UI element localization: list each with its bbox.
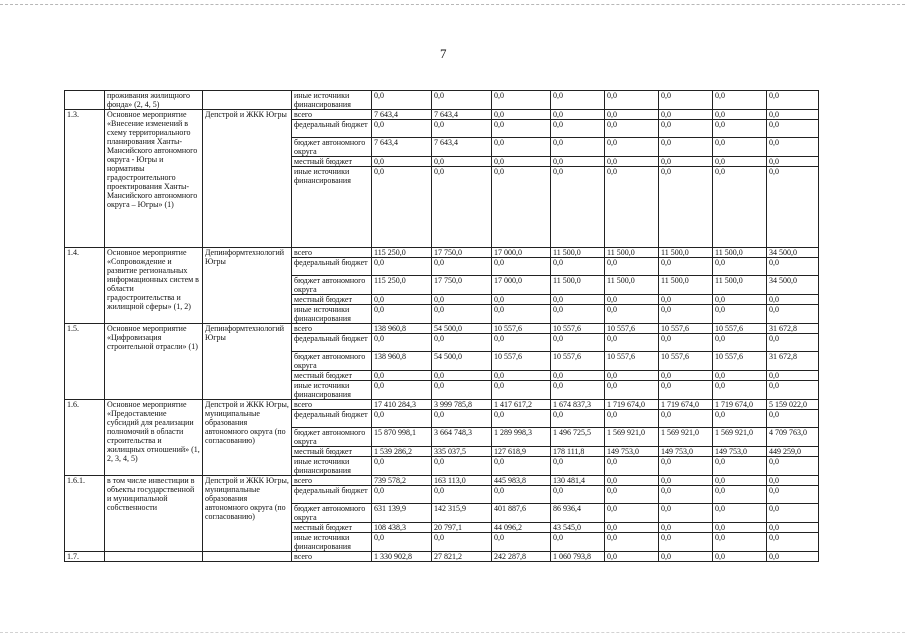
table-cell: 0,0 bbox=[713, 533, 767, 552]
table-cell: 0,0 bbox=[767, 410, 819, 428]
table-cell: 0,0 bbox=[492, 110, 551, 120]
table-cell: 0,0 bbox=[551, 258, 605, 276]
table-cell: 0,0 bbox=[659, 533, 713, 552]
table-cell: 1 417 617,2 bbox=[492, 400, 551, 410]
table-cell: 0,0 bbox=[551, 371, 605, 381]
table-cell: 54 500,0 bbox=[432, 324, 492, 334]
table-cell: 86 936,4 bbox=[551, 504, 605, 523]
table-cell: 0,0 bbox=[659, 381, 713, 400]
table-cell: 0,0 bbox=[492, 295, 551, 305]
table-row bbox=[65, 248, 819, 258]
table-cell: 17 410 284,3 bbox=[372, 400, 432, 410]
table-cell: бюджет автономного округа bbox=[292, 504, 372, 523]
table-cell: 0,0 bbox=[432, 486, 492, 504]
table-cell: иные источники финансирования bbox=[292, 533, 372, 552]
table-cell: 0,0 bbox=[551, 138, 605, 157]
table-cell: 17 750,0 bbox=[432, 276, 492, 295]
table-cell: 0,0 bbox=[659, 371, 713, 381]
table-cell: федеральный бюджет bbox=[292, 258, 372, 276]
table-cell: 0,0 bbox=[551, 167, 605, 248]
table-row bbox=[65, 476, 819, 486]
table-cell: 17 750,0 bbox=[432, 248, 492, 258]
table-cell: 0,0 bbox=[605, 410, 659, 428]
table-cell: 0,0 bbox=[767, 138, 819, 157]
table-cell: 0,0 bbox=[713, 167, 767, 248]
table-cell: 0,0 bbox=[372, 371, 432, 381]
table-cell: 0,0 bbox=[492, 305, 551, 324]
table-cell: 0,0 bbox=[372, 120, 432, 138]
table-cell: 0,0 bbox=[713, 157, 767, 167]
table-row bbox=[65, 400, 819, 410]
table-cell: 0,0 bbox=[605, 504, 659, 523]
table-cell: 0,0 bbox=[605, 457, 659, 476]
table-cell: 0,0 bbox=[605, 486, 659, 504]
table-cell: 1 569 921,0 bbox=[605, 428, 659, 447]
table-cell: Депстрой и ЖКК Югры, муниципальные образования автономного округа (по согласованию) bbox=[203, 476, 292, 552]
table-cell: местный бюджет bbox=[292, 371, 372, 381]
table-cell: иные источники финансирования bbox=[292, 381, 372, 400]
table-cell: 0,0 bbox=[605, 476, 659, 486]
table-cell: 0,0 bbox=[551, 305, 605, 324]
table-cell: 449 259,0 bbox=[767, 447, 819, 457]
table-cell: бюджет автономного округа bbox=[292, 428, 372, 447]
table-cell: 0,0 bbox=[492, 334, 551, 352]
table-cell: 34 500,0 bbox=[767, 248, 819, 258]
table-cell: 7 643,4 bbox=[432, 138, 492, 157]
table-cell: иные источники финансирования bbox=[292, 305, 372, 324]
table-cell: 0,0 bbox=[551, 110, 605, 120]
table-cell: 0,0 bbox=[767, 120, 819, 138]
table-cell: 0,0 bbox=[372, 258, 432, 276]
table-cell: 10 557,6 bbox=[492, 352, 551, 371]
table-cell: 1 289 998,3 bbox=[492, 428, 551, 447]
table-cell: 0,0 bbox=[432, 334, 492, 352]
table-cell: 0,0 bbox=[659, 157, 713, 167]
table-cell: местный бюджет bbox=[292, 523, 372, 533]
table-cell: 11 500,0 bbox=[713, 248, 767, 258]
table-cell: 11 500,0 bbox=[713, 276, 767, 295]
table-cell: 0,0 bbox=[432, 533, 492, 552]
table-cell: 11 500,0 bbox=[659, 248, 713, 258]
table-cell: 0,0 bbox=[605, 305, 659, 324]
table-cell: 0,0 bbox=[432, 258, 492, 276]
table-cell: иные источники финансирования bbox=[292, 91, 372, 110]
table-cell: 10 557,6 bbox=[713, 352, 767, 371]
table-cell: 0,0 bbox=[551, 486, 605, 504]
table-cell: 0,0 bbox=[372, 457, 432, 476]
table-cell: 0,0 bbox=[659, 457, 713, 476]
table-cell: всего bbox=[292, 552, 372, 562]
table-cell: 54 500,0 bbox=[432, 352, 492, 371]
table-cell: 0,0 bbox=[767, 523, 819, 533]
table-cell: 0,0 bbox=[659, 334, 713, 352]
table-cell: местный бюджет bbox=[292, 447, 372, 457]
table-cell: 11 500,0 bbox=[551, 276, 605, 295]
table-cell: 0,0 bbox=[551, 381, 605, 400]
table-cell: 1.3. bbox=[65, 110, 105, 248]
table-cell: 1 719 674,0 bbox=[605, 400, 659, 410]
table-cell: 0,0 bbox=[713, 486, 767, 504]
table-cell: 1.7. bbox=[65, 552, 105, 562]
table-cell: 1 330 902,8 bbox=[372, 552, 432, 562]
table-cell: 138 960,8 bbox=[372, 352, 432, 371]
table-cell: 0,0 bbox=[659, 410, 713, 428]
table-cell: 0,0 bbox=[551, 457, 605, 476]
table-cell: 0,0 bbox=[713, 334, 767, 352]
table-cell: 11 500,0 bbox=[605, 276, 659, 295]
table-cell: 1 539 286,2 bbox=[372, 447, 432, 457]
table-cell: 1.6.1. bbox=[65, 476, 105, 552]
table-cell: 115 250,0 bbox=[372, 276, 432, 295]
table-cell: 0,0 bbox=[713, 552, 767, 562]
table-cell: всего bbox=[292, 476, 372, 486]
table-cell: в том числе инвестиции в объекты государственной и муниципальной собственности bbox=[105, 476, 203, 552]
table-cell: 10 557,6 bbox=[551, 324, 605, 334]
table-cell: бюджет автономного округа bbox=[292, 352, 372, 371]
table-cell: 0,0 bbox=[767, 258, 819, 276]
table-cell: 0,0 bbox=[432, 295, 492, 305]
table-cell: 27 821,2 bbox=[432, 552, 492, 562]
table-cell: 0,0 bbox=[492, 258, 551, 276]
table-cell: 401 887,6 bbox=[492, 504, 551, 523]
table-cell: Депстрой и ЖКК Югры bbox=[203, 110, 292, 248]
table-cell: Депинформтехнологий Югры bbox=[203, 324, 292, 400]
table-cell: федеральный бюджет bbox=[292, 334, 372, 352]
table-cell: 0,0 bbox=[605, 138, 659, 157]
table-cell: 0,0 bbox=[605, 120, 659, 138]
table-cell: 130 481,4 bbox=[551, 476, 605, 486]
table-cell: 0,0 bbox=[605, 258, 659, 276]
table-cell: 108 438,3 bbox=[372, 523, 432, 533]
table-cell: 7 643,4 bbox=[432, 110, 492, 120]
table-cell: всего bbox=[292, 110, 372, 120]
table-cell: 5 159 022,0 bbox=[767, 400, 819, 410]
table-cell: Основное мероприятие «Сопровождение и развитие региональных информационных систем в области градостроительства и жилищной сферы» (1, 2) bbox=[105, 248, 203, 324]
table-cell: 0,0 bbox=[372, 533, 432, 552]
table-cell: 0,0 bbox=[713, 91, 767, 110]
table-cell: 0,0 bbox=[713, 381, 767, 400]
table-cell: 0,0 bbox=[551, 533, 605, 552]
table-cell: федеральный бюджет bbox=[292, 410, 372, 428]
table-cell: 34 500,0 bbox=[767, 276, 819, 295]
table-cell: 10 557,6 bbox=[713, 324, 767, 334]
table-cell: 44 096,2 bbox=[492, 523, 551, 533]
table-cell: 0,0 bbox=[659, 552, 713, 562]
table-cell: 0,0 bbox=[767, 157, 819, 167]
table-cell: 0,0 bbox=[605, 552, 659, 562]
table-cell: 0,0 bbox=[767, 504, 819, 523]
table-cell: 0,0 bbox=[372, 305, 432, 324]
table-cell: 0,0 bbox=[372, 381, 432, 400]
table-cell: 631 139,9 bbox=[372, 504, 432, 523]
table-cell: 0,0 bbox=[432, 371, 492, 381]
table-cell: 0,0 bbox=[659, 258, 713, 276]
table-cell: 1 674 837,3 bbox=[551, 400, 605, 410]
table-cell: 7 643,4 bbox=[372, 110, 432, 120]
table-cell: 0,0 bbox=[605, 334, 659, 352]
table-cell: 0,0 bbox=[713, 295, 767, 305]
table-cell: 242 287,8 bbox=[492, 552, 551, 562]
table-cell: 0,0 bbox=[372, 167, 432, 248]
table-cell: 178 111,8 bbox=[551, 447, 605, 457]
table-cell: 0,0 bbox=[372, 410, 432, 428]
table-cell: 0,0 bbox=[372, 295, 432, 305]
table-cell: 0,0 bbox=[713, 410, 767, 428]
table-cell: 4 709 763,0 bbox=[767, 428, 819, 447]
table-cell: 7 643,4 bbox=[372, 138, 432, 157]
table-cell bbox=[105, 552, 203, 562]
table-cell: 15 870 998,1 bbox=[372, 428, 432, 447]
table-cell: 43 545,0 bbox=[551, 523, 605, 533]
table-cell: 115 250,0 bbox=[372, 248, 432, 258]
table-cell: 0,0 bbox=[605, 381, 659, 400]
table-cell: 0,0 bbox=[492, 91, 551, 110]
table-cell: бюджет автономного округа bbox=[292, 276, 372, 295]
table-cell: 0,0 bbox=[713, 476, 767, 486]
table-row bbox=[65, 91, 819, 101]
table-cell: 163 113,0 bbox=[432, 476, 492, 486]
table-cell: 0,0 bbox=[432, 457, 492, 476]
table-cell: 127 618,9 bbox=[492, 447, 551, 457]
scan-edge-top bbox=[0, 4, 905, 5]
table-cell: 0,0 bbox=[551, 91, 605, 110]
table-cell: всего bbox=[292, 248, 372, 258]
table-cell: 0,0 bbox=[605, 110, 659, 120]
table-cell: 149 753,0 bbox=[713, 447, 767, 457]
table-cell: иные источники финансирования bbox=[292, 167, 372, 248]
table-cell: 0,0 bbox=[492, 533, 551, 552]
table-cell: 0,0 bbox=[659, 295, 713, 305]
table-cell: 0,0 bbox=[372, 91, 432, 110]
table-cell: всего bbox=[292, 324, 372, 334]
table-cell: 0,0 bbox=[767, 295, 819, 305]
table-cell: 0,0 bbox=[659, 110, 713, 120]
table-cell: 1.5. bbox=[65, 324, 105, 400]
table-cell: федеральный бюджет bbox=[292, 486, 372, 504]
table-cell: 142 315,9 bbox=[432, 504, 492, 523]
table-cell: 0,0 bbox=[551, 334, 605, 352]
table-cell: 1 719 674,0 bbox=[713, 400, 767, 410]
table-cell: 1 569 921,0 bbox=[713, 428, 767, 447]
budget-table bbox=[64, 90, 819, 562]
table-cell: 0,0 bbox=[432, 381, 492, 400]
table-cell: 10 557,6 bbox=[605, 352, 659, 371]
table-cell: всего bbox=[292, 400, 372, 410]
table-cell: 0,0 bbox=[713, 138, 767, 157]
table-cell: 0,0 bbox=[551, 120, 605, 138]
table-cell: 0,0 bbox=[767, 167, 819, 248]
table-cell: 1 719 674,0 bbox=[659, 400, 713, 410]
table-cell: Основное мероприятие «Внесение изменений в схему территориального планирования Ханты-Мансийского автономного округа - Югры и нормативы градостроительного проектирования Ханты-Мансийского автономного округа – Югры» (1) bbox=[105, 110, 203, 248]
table-cell: 0,0 bbox=[767, 457, 819, 476]
table-cell: 0,0 bbox=[767, 381, 819, 400]
table-cell: 0,0 bbox=[713, 110, 767, 120]
table-cell: 335 037,5 bbox=[432, 447, 492, 457]
table-cell: 1.4. bbox=[65, 248, 105, 324]
table-cell: 1 496 725,5 bbox=[551, 428, 605, 447]
table-cell: 17 000,0 bbox=[492, 248, 551, 258]
table-cell: 0,0 bbox=[659, 523, 713, 533]
table-cell: 0,0 bbox=[605, 533, 659, 552]
table-cell: 0,0 bbox=[605, 157, 659, 167]
table-cell: 739 578,2 bbox=[372, 476, 432, 486]
table-cell: 0,0 bbox=[767, 305, 819, 324]
table-cell: 11 500,0 bbox=[605, 248, 659, 258]
table-cell: 0,0 bbox=[713, 523, 767, 533]
table-cell bbox=[203, 91, 292, 110]
table-cell: 0,0 bbox=[659, 167, 713, 248]
table-cell: 0,0 bbox=[767, 486, 819, 504]
table-cell: 0,0 bbox=[492, 381, 551, 400]
table-cell: 0,0 bbox=[551, 295, 605, 305]
table-cell: 0,0 bbox=[492, 486, 551, 504]
table-cell: 10 557,6 bbox=[492, 324, 551, 334]
table-cell: 149 753,0 bbox=[605, 447, 659, 457]
table-cell: 0,0 bbox=[551, 157, 605, 167]
table-cell: 0,0 bbox=[659, 305, 713, 324]
table-cell: 10 557,6 bbox=[659, 324, 713, 334]
table-cell: 0,0 bbox=[713, 120, 767, 138]
table-cell: 0,0 bbox=[432, 305, 492, 324]
table-cell: 0,0 bbox=[492, 457, 551, 476]
table-cell: 31 672,8 bbox=[767, 324, 819, 334]
table-cell: 0,0 bbox=[767, 91, 819, 110]
table-cell: 0,0 bbox=[432, 120, 492, 138]
table-cell: местный бюджет bbox=[292, 295, 372, 305]
table-cell: федеральный бюджет bbox=[292, 120, 372, 138]
table-cell: 11 500,0 bbox=[659, 276, 713, 295]
table-row bbox=[65, 552, 819, 562]
table-cell: бюджет автономного округа bbox=[292, 138, 372, 157]
table-cell: 17 000,0 bbox=[492, 276, 551, 295]
table-cell: проживания жилищного фонда» (2, 4, 5) bbox=[105, 91, 203, 110]
table-cell: 31 672,8 bbox=[767, 352, 819, 371]
table-cell: 138 960,8 bbox=[372, 324, 432, 334]
table-cell: 445 983,8 bbox=[492, 476, 551, 486]
table-cell: 1 060 793,8 bbox=[551, 552, 605, 562]
table-cell: 0,0 bbox=[432, 410, 492, 428]
page-number: 7 bbox=[440, 46, 447, 61]
table-cell: 0,0 bbox=[432, 167, 492, 248]
table-cell: 0,0 bbox=[713, 371, 767, 381]
table-cell: 0,0 bbox=[432, 157, 492, 167]
table-cell: 0,0 bbox=[372, 334, 432, 352]
table-cell bbox=[203, 552, 292, 562]
table-cell: иные источники финансирования bbox=[292, 457, 372, 476]
table-cell: 0,0 bbox=[492, 157, 551, 167]
table-cell: 0,0 bbox=[492, 138, 551, 157]
table-cell: 0,0 bbox=[767, 334, 819, 352]
table-cell: 0,0 bbox=[551, 410, 605, 428]
table-cell: 0,0 bbox=[432, 91, 492, 110]
table-cell: 0,0 bbox=[492, 371, 551, 381]
table-cell: 0,0 bbox=[659, 91, 713, 110]
table-cell: 0,0 bbox=[713, 305, 767, 324]
table-cell: 0,0 bbox=[605, 523, 659, 533]
table-cell: местный бюджет bbox=[292, 157, 372, 167]
table-cell: 0,0 bbox=[605, 295, 659, 305]
table-cell: 0,0 bbox=[767, 371, 819, 381]
table-cell: 0,0 bbox=[492, 167, 551, 248]
table-cell: 0,0 bbox=[492, 120, 551, 138]
table-cell: 3 999 785,8 bbox=[432, 400, 492, 410]
table-cell: Основное мероприятие «Предоставление субсидий для реализации полномочий в области строительства и жилищных отношений» (1, 2, 3, 4, 5) bbox=[105, 400, 203, 476]
table-cell: 0,0 bbox=[659, 486, 713, 504]
table-row bbox=[65, 324, 819, 334]
table-cell: 0,0 bbox=[767, 476, 819, 486]
table-cell: 149 753,0 bbox=[659, 447, 713, 457]
table-cell: 0,0 bbox=[605, 91, 659, 110]
scan-edge-bottom bbox=[0, 632, 905, 633]
table-cell: 0,0 bbox=[659, 138, 713, 157]
table-cell: Основное мероприятие «Цифровизация строительной отрасли» (1) bbox=[105, 324, 203, 400]
table-cell: 10 557,6 bbox=[551, 352, 605, 371]
table-cell: 20 797,1 bbox=[432, 523, 492, 533]
table-cell: 0,0 bbox=[605, 371, 659, 381]
table-cell: 11 500,0 bbox=[551, 248, 605, 258]
table-cell: 0,0 bbox=[767, 552, 819, 562]
table-cell: 0,0 bbox=[713, 457, 767, 476]
table-cell: 0,0 bbox=[372, 157, 432, 167]
table-cell: 10 557,6 bbox=[605, 324, 659, 334]
table-cell: 10 557,6 bbox=[659, 352, 713, 371]
table-cell: 0,0 bbox=[767, 110, 819, 120]
table-cell: 0,0 bbox=[492, 410, 551, 428]
table-cell: Депинформтехнологий Югры bbox=[203, 248, 292, 324]
table-row bbox=[65, 110, 819, 120]
table-cell: 0,0 bbox=[767, 533, 819, 552]
table-cell bbox=[65, 91, 105, 110]
table-cell: 0,0 bbox=[659, 476, 713, 486]
table-cell: 1.6. bbox=[65, 400, 105, 476]
table-cell: 0,0 bbox=[713, 258, 767, 276]
table-cell: 1 569 921,0 bbox=[659, 428, 713, 447]
table-cell: 0,0 bbox=[713, 504, 767, 523]
table-cell: 0,0 bbox=[372, 486, 432, 504]
table-cell: 0,0 bbox=[605, 167, 659, 248]
table-cell: 3 664 748,3 bbox=[432, 428, 492, 447]
table-cell: 0,0 bbox=[659, 120, 713, 138]
table-cell: 0,0 bbox=[659, 504, 713, 523]
table-cell: Депстрой и ЖКК Югры, муниципальные образования автономного округа (по согласованию) bbox=[203, 400, 292, 476]
